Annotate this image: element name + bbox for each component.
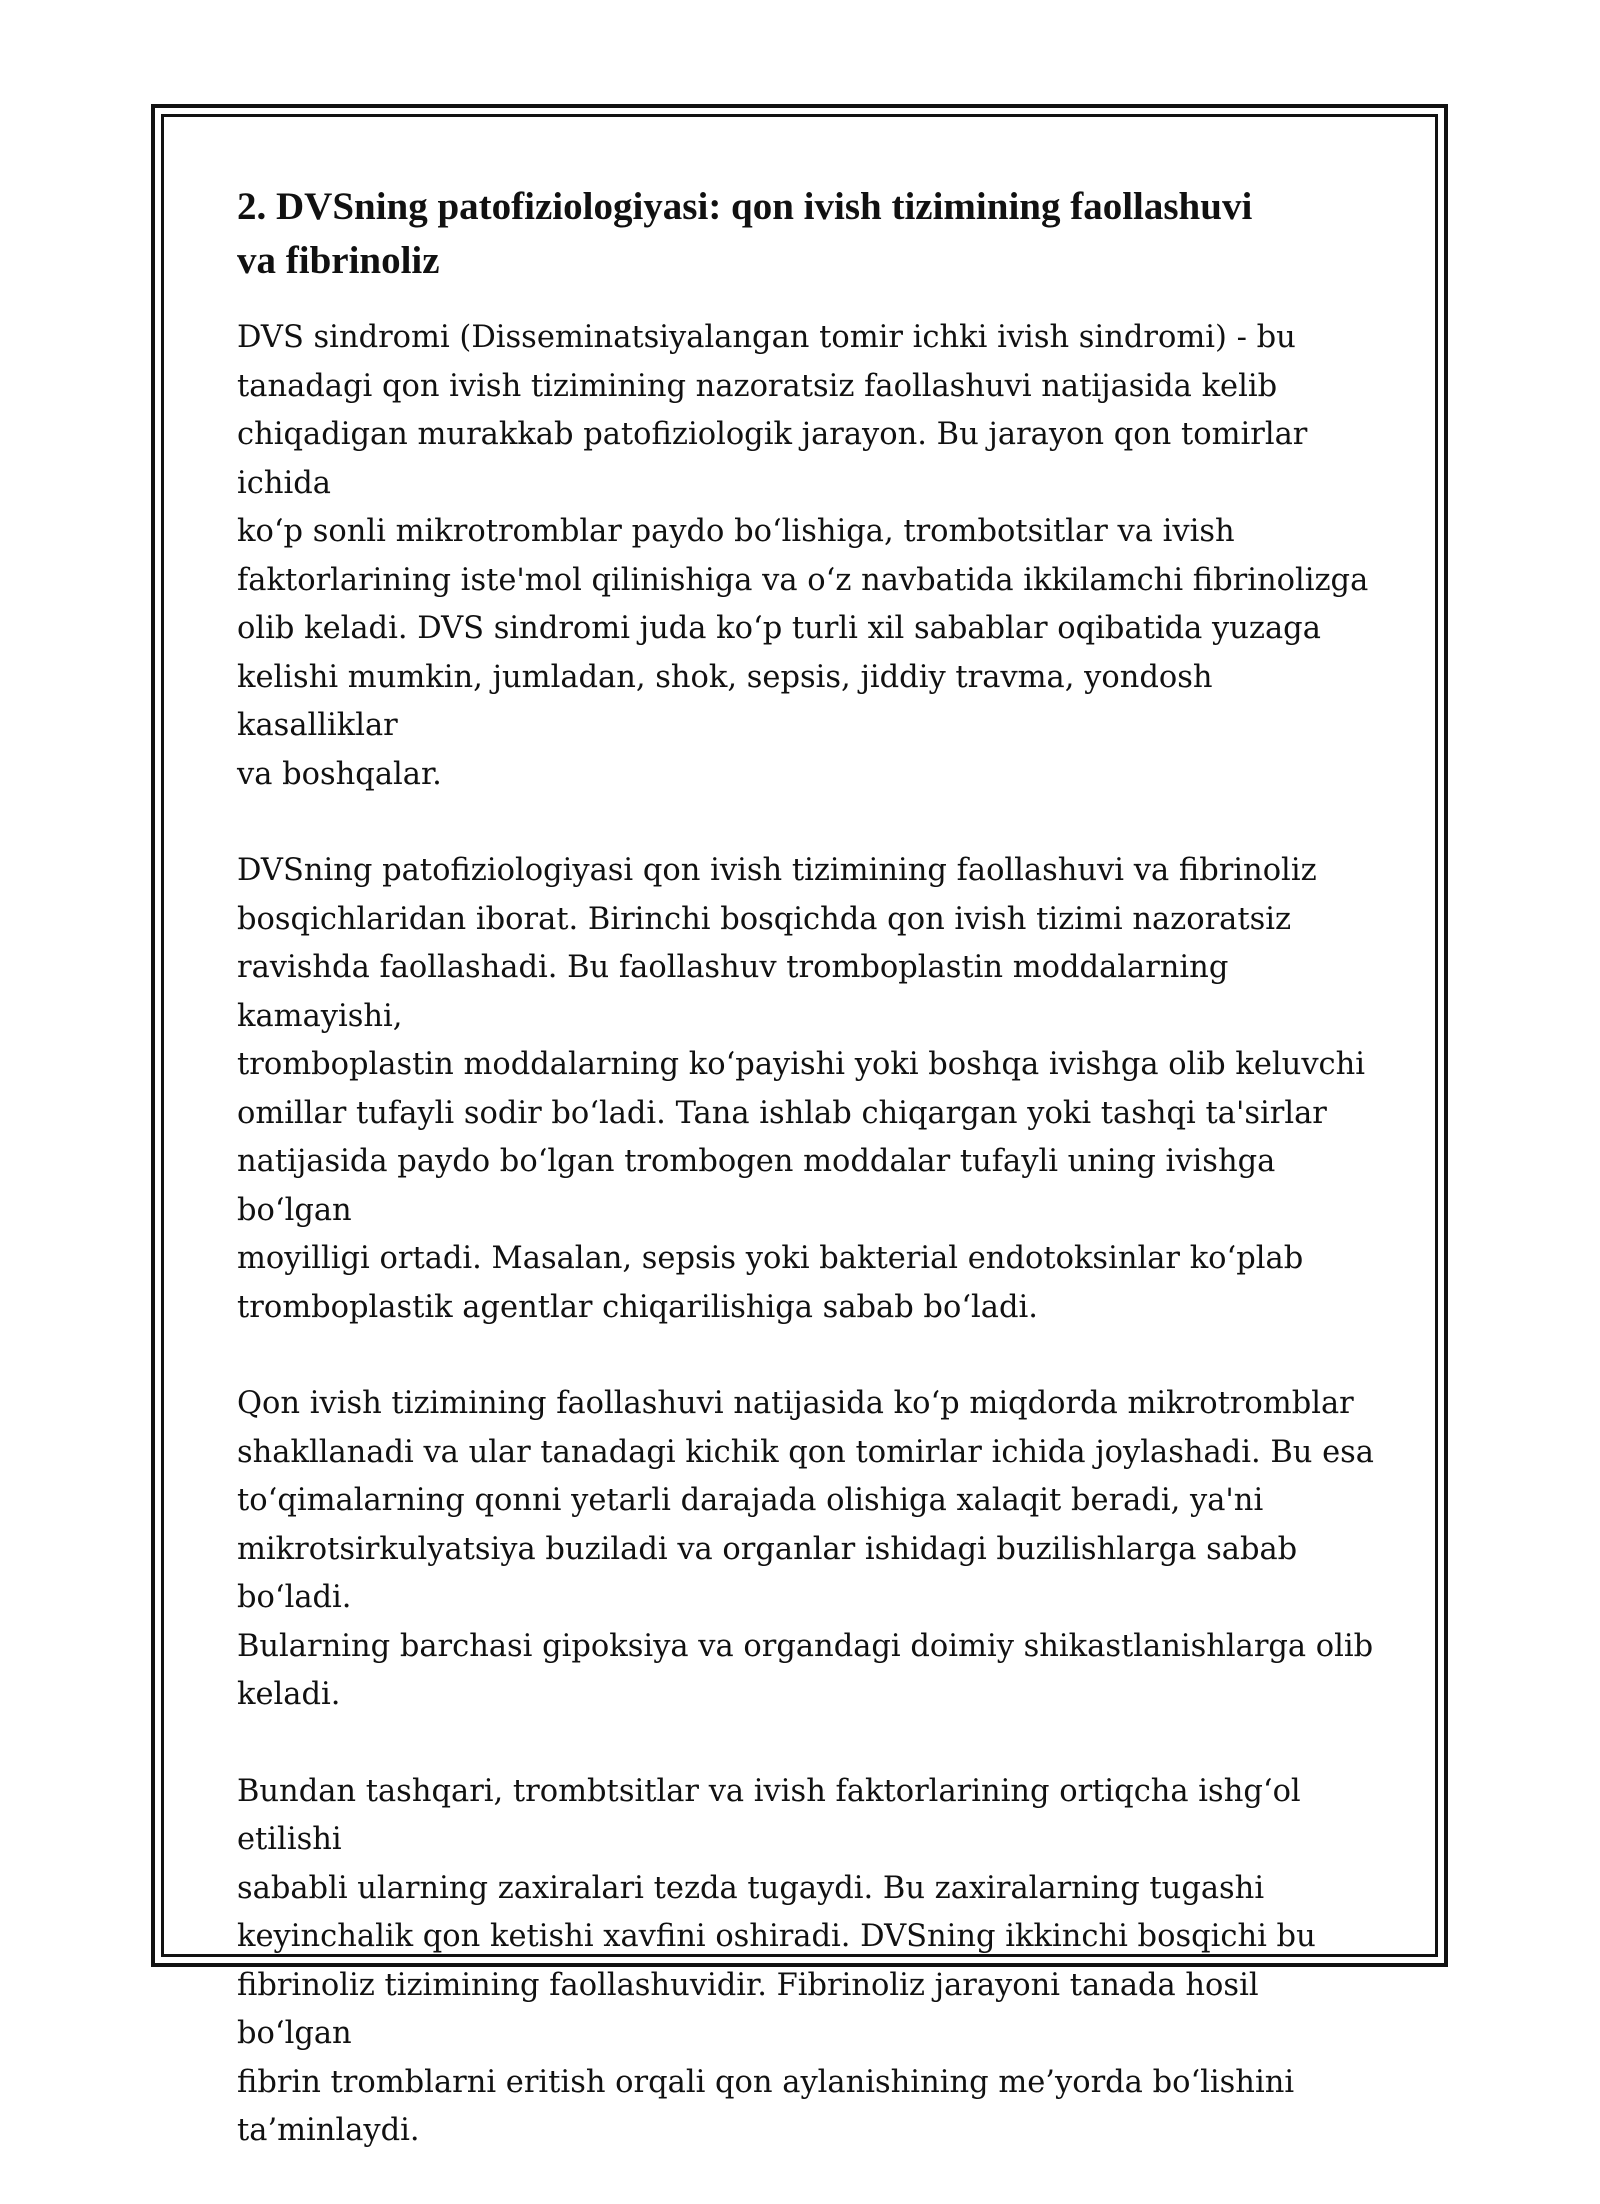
- paragraph-4: Bundan tashqari, trombtsitlar va ivish faktorlarining ortiqcha ishg‘ol etilishi sababli ularning zaxiralari tezda tugaydi. Bu zaxiralarning tugashi keyinchalik qon ketishi xavfini oshiradi. DVSning ikkinchi bosqichi bu fibrinoliz tizimining faollashuvidir. Fibrinoliz jarayoni tanada hosil bo‘lgan fibrin tromblarni eritish orqali qon aylanishining me’yorda bo‘lishini ta’minlaydi.: [237, 1773, 1316, 2148]
- paragraph-3: Qon ivish tizimining faollashuvi natijasida ko‘p miqdorda mikrotromblar shakllanadi va ular tanadagi kichik qon tomirlar ichida joylashadi. Bu esa to‘qimalarning qonni yetarli darajada olishiga xalaqit beradi, ya'ni mikrotsirkulyatsiya buziladi va organlar ishidagi buzilishlarga sabab bo‘ladi. Bularning barchasi gipoksiya va organdagi doimiy shikastlanishlarga olib keladi.: [237, 1386, 1374, 1712]
- section-title: 2. DVSning patofiziologiyasi: qon ivish tizimining faollashuvi va fibrinoliz: [237, 185, 1253, 282]
- document-body: [237, 180, 1377, 2204]
- paragraph-2: DVSning patofiziologiyasi qon ivish tizimining faollashuvi va fibrinoliz bosqichlaridan iborat. Birinchi bosqichda qon ivish tizimi nazoratsiz ravishda faollashadi. Bu faollashuv tromboplastin moddalarning kamayishi, tromboplastin moddalarning ko‘payishi yoki boshqa ivishga olib keluvchi omillar tufayli sodir bo‘ladi. Tana ishlab chiqargan yoki tashqi ta'sirlar natijasida paydo bo‘lgan trombogen moddalar tufayli uning ivishga bo‘lgan moyilligi ortadi. Masalan, sepsis yoki bakterial endotoksinlar ko‘plab tromboplastik agentlar chiqarilishiga sabab bo‘ladi.: [237, 853, 1366, 1325]
- paragraph-1: DVS sindromi (Disseminatsiyalangan tomir ichki ivish sindromi) - bu tanadagi qon ivish tizimining nazoratsiz faollashuvi natijasida kelib chiqadigan murakkab patofiziologik jarayon. Bu jarayon qon tomirlar ichida ko‘p sonli mikrotromblar paydo bo‘lishiga, trombotsitlar va ivish faktorlarining iste'mol qilinishiga va o‘z navbatida ikkilamchi fibrinolizga olib keladi. DVS sindromi juda ko‘p turli xil sabablar oqibatida yuzaga kelishi mumkin, jumladan, shok, sepsis, jiddiy travma, yondosh kasalliklar va boshqalar.: [237, 320, 1369, 792]
